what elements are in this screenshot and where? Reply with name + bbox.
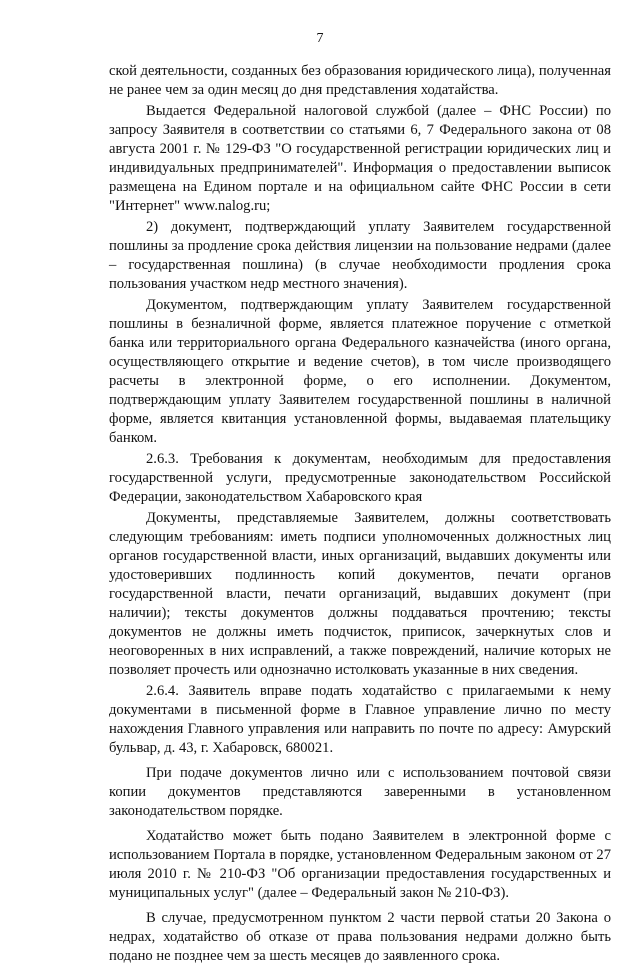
paragraph-continuation: ской деятельности, созданных без образования юридического лица), полученная не ранее чем за один месяц до дня представления ходатайства. — [109, 63, 611, 98]
paragraph-personal-submission: При подаче документов лично или с использованием почтовой связи копии документов представляются заверенными в установленном законодательством порядке. — [109, 765, 611, 819]
paragraph-refusal-deadline: В случае, предусмотренном пунктом 2 части первой статьи 20 Закона о недрах, ходатайство об отказе от права пользования недрами должно быть подано не позднее чем за шесть месяцев до заявленного срока. — [109, 910, 611, 964]
paragraph-section-2-6-4: 2.6.4. Заявитель вправе подать ходатайство с прилагаемыми к нему документами в письменной форме в Главное управление лично по месту нахождения Главного управления или направить по почте по адресу: Амурский бульвар, д. 43, г. Хабаровск, 680021. — [109, 683, 611, 756]
paragraph-payment-documents: Документом, подтверждающим уплату Заявителем государственной пошлины в безналичной форме, является платежное поручение с отметкой банка или территориального органа Федерального казначейства (иного органа, осуществляющего открытие и ведение счетов), в том числе производящего расчеты в электронной форме, о его исполнении. Документом, подтверждающим уплату Заявителем государственной пошлины в наличной форме, является квитанция установленной формы, выдаваемая плательщику банком. — [109, 297, 611, 446]
paragraph-item-2-state-duty: 2) документ, подтверждающий уплату Заявителем государственной пошлины за продление срока действия лицензии на пользование недрами (далее – государственная пошлина) (в случае необходимости продления срока пользования участком недр местного значения). — [109, 219, 611, 292]
paragraph-document-requirements: Документы, представляемые Заявителем, должны соответствовать следующим требованиям: иметь подписи уполномоченных должностных лиц органов государственной власти, иных организаций, выдавших документы или удостоверивших подлинность копий документов, печати органов государственной власти, печати организаций, выдавших документ (при наличии); тексты документов должны поддаваться прочтению; тексты документов не должны иметь подчисток, приписок, зачеркнутых слов и неоговоренных в них исправлений, а также повреждений, наличие которых не позволяет прочесть или однозначно истолковать указанные в них сведения. — [109, 510, 611, 678]
document-body — [109, 62, 611, 968]
page-number: 7 — [316, 31, 324, 46]
paragraph-electronic-submission: Ходатайство может быть подано Заявителем в электронной форме с использованием Портала в порядке, установленном Федеральным законом от 27 июля 2010 г. № 210-ФЗ "Об организации предоставления государственных и муниципальных услуг" (далее – Федеральный закон № 210-ФЗ). — [109, 828, 611, 901]
paragraph-fns-extract: Выдается Федеральной налоговой службой (далее – ФНС России) по запросу Заявителя в соответствии со статьями 6, 7 Федерального закона от 08 августа 2001 г. № 129-ФЗ "О государственной регистрации юридических лиц и индивидуальных предпринимателей". Информация о предоставлении выписок размещена на Едином портале и на официальном сайте ФНС России в сети "Интернет" www.nalog.ru; — [109, 103, 611, 214]
paragraph-section-2-6-3: 2.6.3. Требования к документам, необходимым для предоставления государственной услуги, предусмотренные законодательством Российской Федерации, законодательством Хабаровского края — [109, 451, 611, 505]
